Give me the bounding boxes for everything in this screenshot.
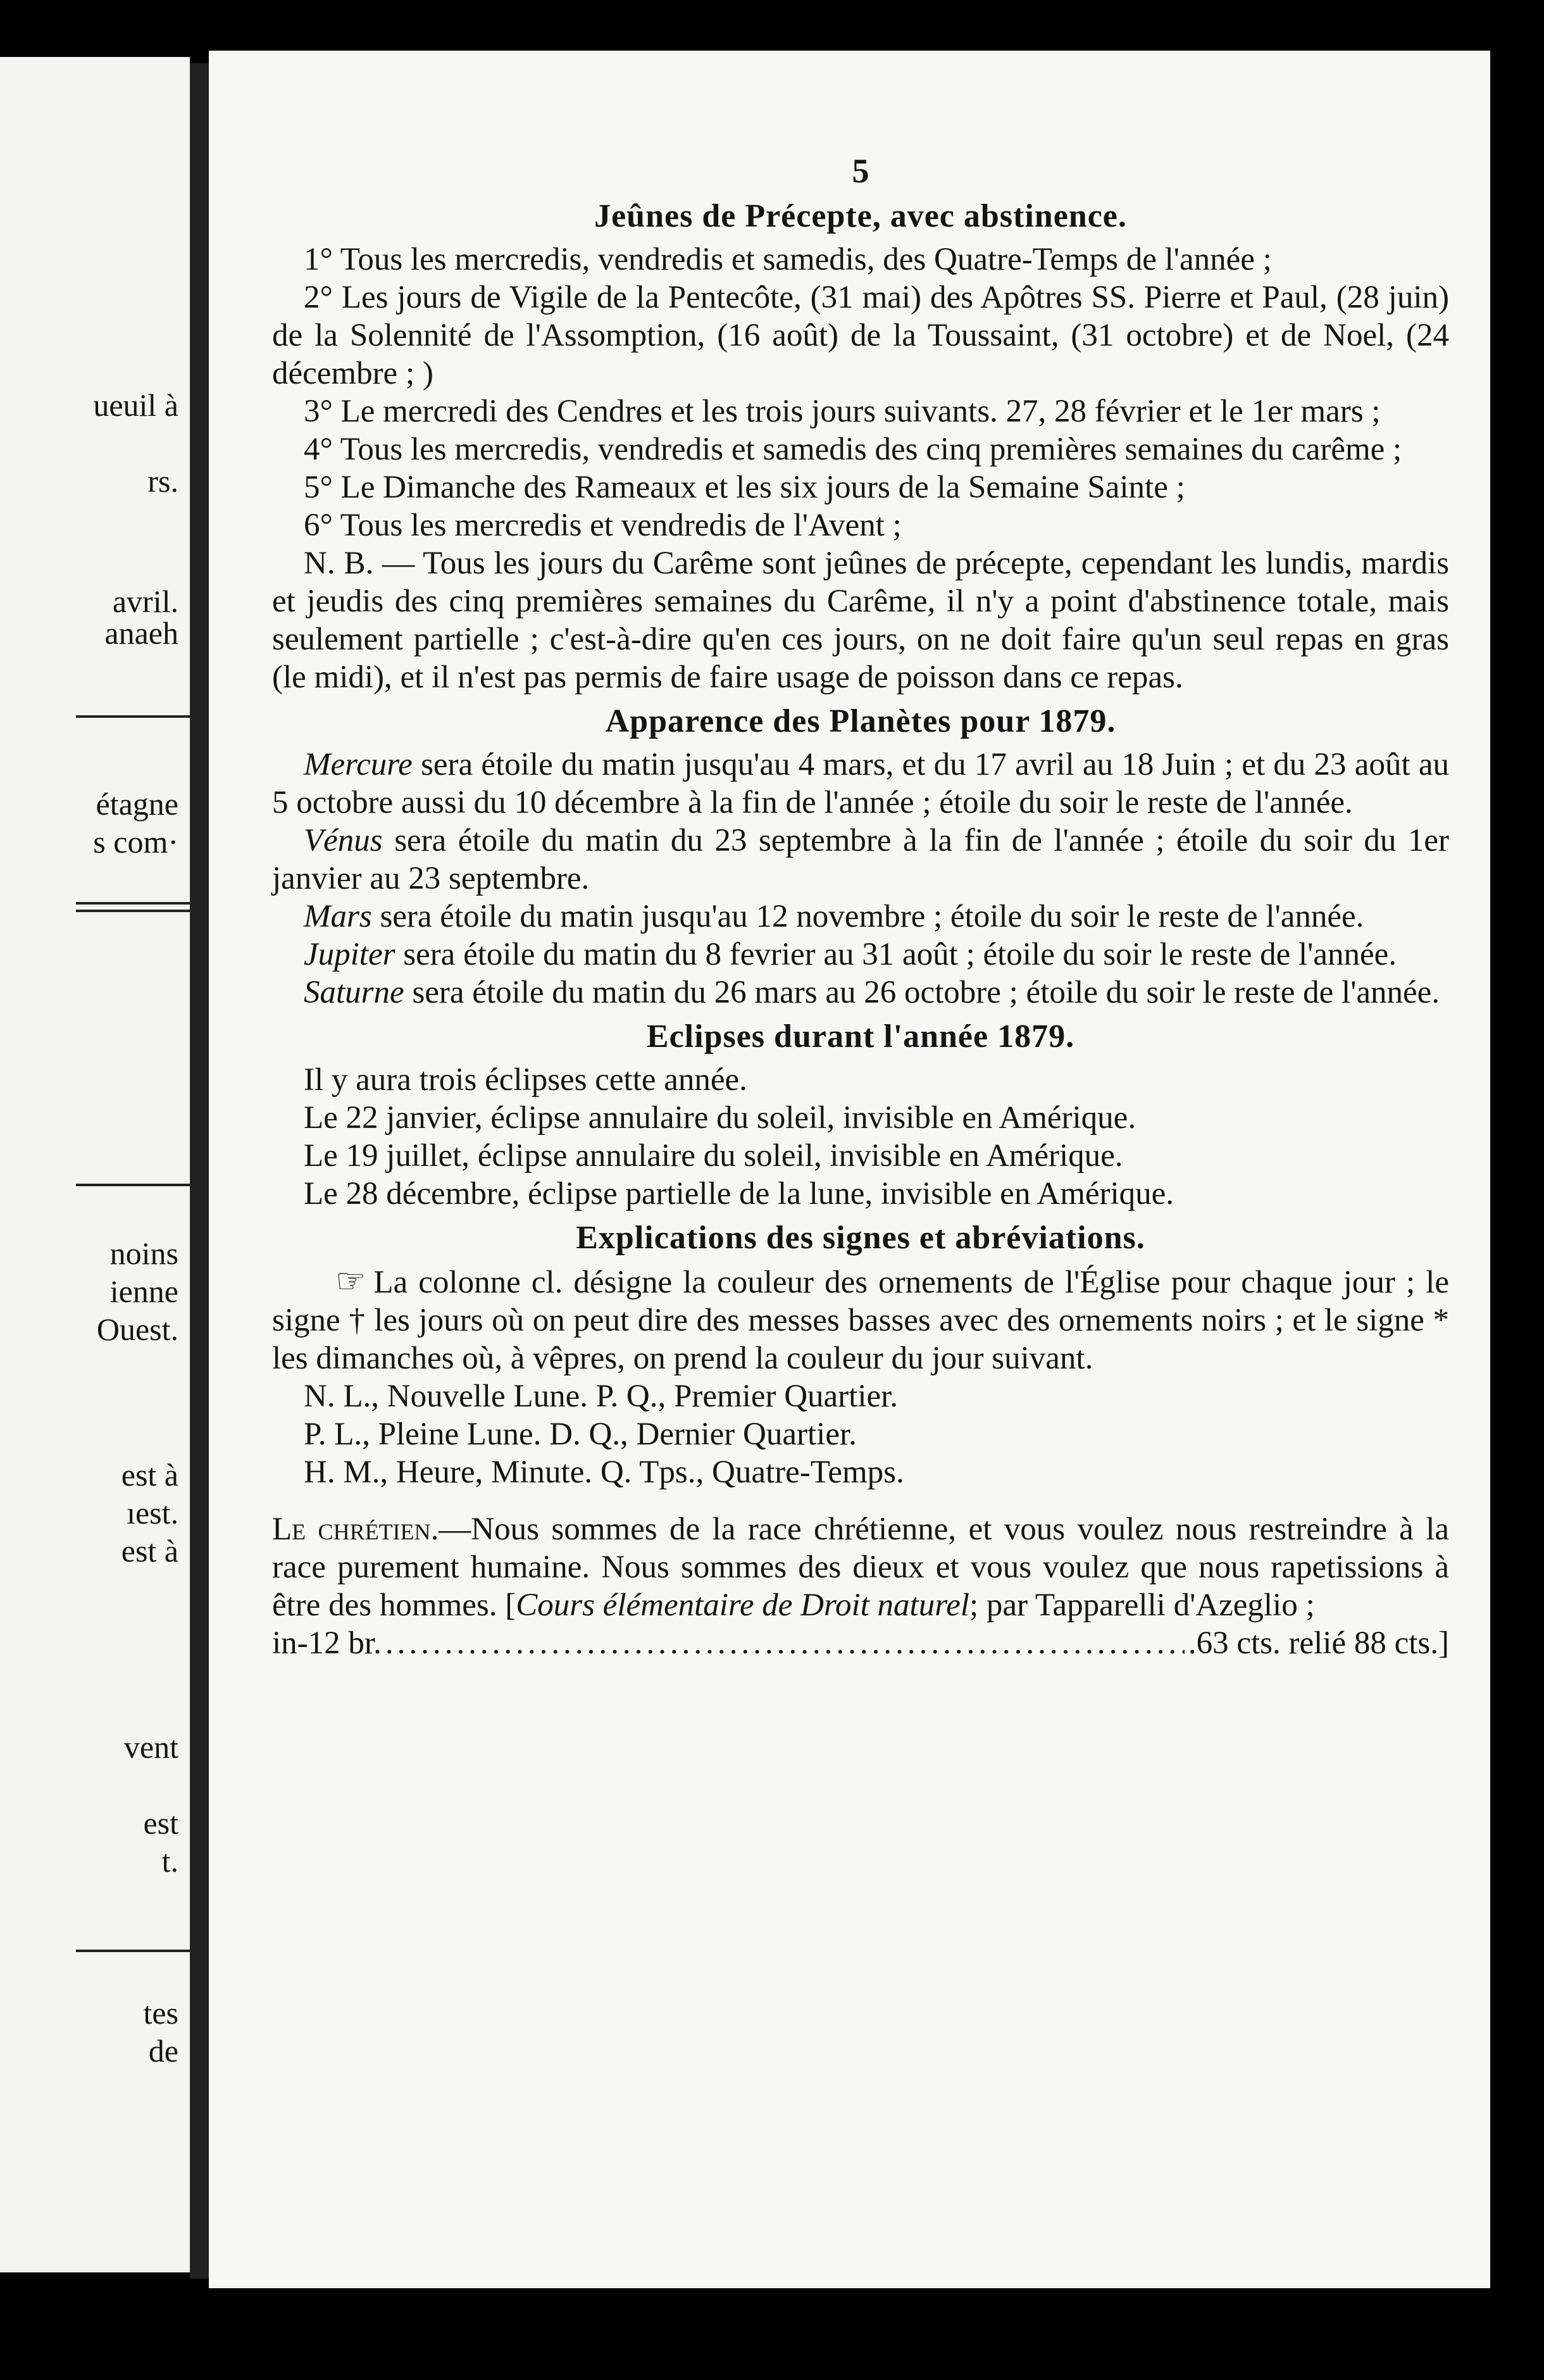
section-title-explications: Explications des signes et abréviations.: [576, 1220, 1145, 1256]
jeunes-item: 3° Le mercredi des Cendres et les trois jours suivants. 27, 28 février et le 1er mars ;: [304, 394, 1381, 429]
divider: [76, 1184, 190, 1186]
quote-lead: Le chrétien.: [272, 1512, 439, 1547]
book-price: .63 cts. relié 88 cts.]: [1188, 1625, 1449, 1661]
margin-text: tes: [143, 1995, 178, 2031]
book-title: Cours élémentaire de Droit naturel: [516, 1588, 969, 1623]
margin-text: rs.: [147, 463, 178, 499]
divider: [76, 902, 190, 905]
eclipse-line: Le 19 juillet, éclipse annulaire du soleil, invisible en Amérique.: [304, 1138, 1123, 1174]
margin-text: noins: [109, 1236, 178, 1271]
quote-text: —Nous sommes de la race chrétienne, et vous voulez nous restreindre à la race purement humaine. Nous sommes des dieux et vous voulez que nous rapetissions à être des hommes.: [272, 1512, 1449, 1623]
margin-text: avril.: [112, 584, 178, 619]
planet-text: sera étoile du matin du 26 mars au 26 octobre ; étoile du soir le reste de l'année.: [412, 975, 1440, 1010]
planet-text: sera étoile du matin du 8 fevrier au 31 août ; étoile du soir le reste de l'année.: [403, 937, 1397, 972]
eclipse-line: Le 22 janvier, éclipse annulaire du soleil, invisible en Amérique.: [304, 1100, 1136, 1136]
planet-name: Mars: [304, 899, 372, 934]
divider: [76, 715, 190, 718]
margin-text: ıest.: [127, 1495, 178, 1531]
eclipse-line: Il y aura trois éclipses cette année.: [304, 1062, 747, 1098]
margin-text: vent: [123, 1729, 178, 1765]
margin-text: t.: [161, 1843, 178, 1879]
eclipse-line: Le 28 décembre, éclipse partielle de la lune, invisible en Amérique.: [304, 1176, 1174, 1212]
quote-paragraph: Le chrétien.—Nous sommes de la race chrétienne, et vous voulez nous restreindre à la race purement humaine. Nous sommes des dieux et vous voulez que nous rapetissions à être des hommes. [Cours élémentaire de Droit naturel; par Tapparelli d'Azeglio ;: [272, 1512, 1449, 1623]
margin-text: ienne: [109, 1274, 178, 1309]
facing-page-fragment: [0, 57, 190, 2272]
divider: [76, 1950, 190, 1952]
margin-text: est à: [121, 1533, 178, 1569]
margin-text: est à: [121, 1457, 178, 1493]
planet-text: sera étoile du matin du 23 septembre à la fin de l'année ; étoile du soir du 1er janvier au 23 septembre.: [272, 823, 1449, 896]
planet-text: sera étoile du matin jusqu'au 12 novembre ; étoile du soir le reste de l'année.: [380, 899, 1364, 934]
jeunes-note: N. B. — Tous les jours du Carême sont jeûnes de précepte, cependant les lundis, mardis et jeudis des cinq premières semaines du Carême, il n'y a point d'abstinence totale, mais seulement partielle ; c'est-à-dire qu'en ces jours, on ne doit faire qu'un seul repas en gras (le midi), et il n'est pas permis de faire usage de poisson dans ce repas.: [272, 546, 1449, 695]
margin-text: anaeh: [104, 615, 178, 651]
explications-paragraph: [272, 1262, 1449, 1377]
jeunes-item: 5° Le Dimanche des Rameaux et les six jours de la Semaine Sainte ;: [304, 470, 1185, 505]
planet-entry: [272, 746, 1449, 822]
pointing-hand-icon: ☞: [335, 1262, 366, 1300]
abbreviation-line: N. L., Nouvelle Lune. P. Q., Premier Quartier.: [304, 1379, 899, 1414]
margin-text: Ouest.: [96, 1312, 178, 1347]
price-line: [272, 1624, 1449, 1662]
jeunes-item: 4° Tous les mercredis, vendredis et samedis des cinq premières semaines du carême ;: [304, 432, 1402, 467]
book-author: ; par Tapparelli d'Azeglio ;: [969, 1588, 1315, 1623]
jeunes-item: 6° Tous les mercredis et vendredis de l'Avent ;: [304, 508, 902, 543]
planet-text: sera étoile du matin jusqu'au 4 mars, et du 17 avril au 18 Juin ; et du 23 août au 5 octobre aussi du 10 décembre à la fin de l'année ; étoile du soir le reste de l'année.: [272, 747, 1450, 820]
planet-name: Jupiter: [304, 937, 395, 972]
abbreviation-line: P. L., Pleine Lune. D. Q., Dernier Quartier.: [304, 1417, 857, 1452]
margin-text: ueuil à: [93, 387, 178, 423]
planet-entry: [272, 898, 1449, 936]
almanac-page: [209, 51, 1490, 2288]
page-number: 5: [852, 152, 869, 190]
section-title-planetes: Apparence des Planètes pour 1879.: [605, 703, 1116, 739]
book-spine: [190, 63, 209, 2279]
margin-text: de: [148, 2033, 178, 2069]
divider: [76, 910, 190, 912]
planet-name: Mercure: [304, 747, 413, 782]
planet-entry: [272, 936, 1449, 974]
leader-dots: [385, 1624, 1185, 1662]
jeunes-item: 1° Tous les mercredis, vendredis et samedis, des Quatre-Temps de l'année ;: [304, 242, 1272, 277]
section-title-jeunes: Jeûnes de Précepte, avec abstinence.: [594, 198, 1127, 234]
jeunes-item: 2° Les jours de Vigile de la Pentecôte, (31 mai) des Apôtres SS. Pierre et Paul, (28 juin) de la Solennité de l'Assomption, (16 août) de la Toussaint, (31 octobre) et de Noel, (24 décembre ; ): [272, 280, 1449, 391]
section-title-eclipses: Eclipses durant l'année 1879.: [646, 1018, 1075, 1055]
margin-text: s com·: [93, 824, 178, 860]
planet-name: Vénus: [304, 823, 383, 858]
margin-text: est: [143, 1805, 178, 1841]
explications-text: La colonne cl. désigne la couleur des ornements de l'Église pour chaque jour ; le signe † les jours où on peut dire des messes basses avec des ornements noirs ; et le signe * les dimanches où, à vêpres, on prend la couleur du jour suivant.: [272, 1265, 1449, 1376]
abbreviation-line: H. M., Heure, Minute. Q. Tps., Quatre-Temps.: [304, 1455, 904, 1490]
page-content: [272, 152, 1449, 1662]
planet-name: Saturne: [304, 975, 404, 1010]
planet-entry: [272, 974, 1449, 1012]
planet-entry: [272, 822, 1449, 898]
quote-block: [272, 1510, 1449, 1662]
book-format: in-12 br.: [272, 1625, 382, 1661]
margin-text: étagne: [96, 786, 178, 822]
